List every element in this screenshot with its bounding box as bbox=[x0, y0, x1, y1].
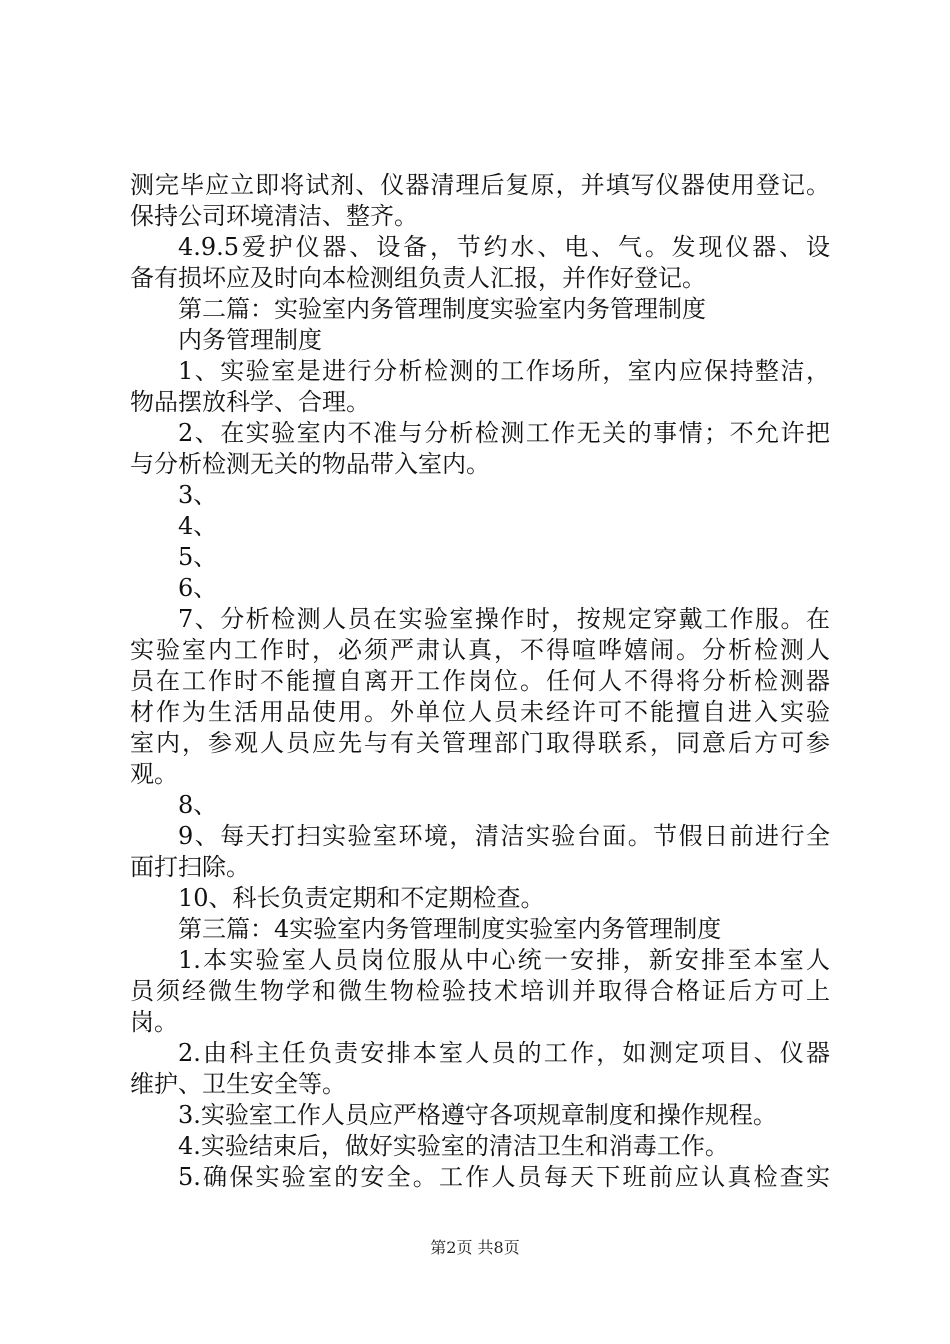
text-line: 1.本实验室人员岗位服从中心统一安排，新安排至本室人 bbox=[178, 946, 830, 974]
text-line: 与分析检测无关的物品带入室内。 bbox=[130, 450, 490, 478]
text-line: 实验室内工作时，必须严肃认真，不得喧哗嬉闹。分析检测人 bbox=[130, 636, 830, 664]
document-body bbox=[130, 170, 830, 1193]
page-footer bbox=[0, 1238, 950, 1258]
text-line: 物品摆放科学、合理。 bbox=[130, 388, 370, 416]
text-line: 室内，参观人员应先与有关管理部门取得联系，同意后方可参 bbox=[130, 729, 830, 757]
text-line: 2、在实验室内不准与分析检测工作无关的事情；不允许把 bbox=[178, 419, 830, 447]
text-line: 10、科长负责定期和不定期检查。 bbox=[178, 884, 545, 912]
text-line: 3.实验室工作人员应严格遵守各项规章制度和操作规程。 bbox=[178, 1101, 777, 1129]
text-line: 观。 bbox=[130, 760, 178, 788]
text-line: 员在工作时不能擅自离开工作岗位。任何人不得将分析检测器 bbox=[130, 667, 830, 695]
page-number-label: 第2页 共8页 bbox=[430, 1238, 520, 1257]
text-line: 6、 bbox=[178, 574, 218, 602]
text-line: 9、每天打扫实验室环境，清洁实验台面。节假日前进行全 bbox=[178, 822, 830, 850]
text-line: 保持公司环境清洁、整齐。 bbox=[130, 202, 418, 230]
text-line: 3、 bbox=[178, 481, 218, 509]
text-line: 7、分析检测人员在实验室操作时，按规定穿戴工作服。在 bbox=[178, 605, 830, 633]
text-line: 8、 bbox=[178, 791, 218, 819]
text-line: 5、 bbox=[178, 543, 218, 571]
text-line: 维护、卫生安全等。 bbox=[130, 1070, 346, 1098]
text-line: 面打扫除。 bbox=[130, 853, 250, 881]
text-line: 员须经微生物学和微生物检验技术培训并取得合格证后方可上 bbox=[130, 977, 830, 1005]
text-line: 2.由科主任负责安排本室人员的工作，如测定项目、仪器 bbox=[178, 1039, 830, 1067]
text-line: 岗。 bbox=[130, 1008, 178, 1036]
text-line: 4、 bbox=[178, 512, 218, 540]
text-line: 5.确保实验室的安全。工作人员每天下班前应认真检查实 bbox=[178, 1163, 830, 1191]
text-line: 备有损坏应及时向本检测组负责人汇报，并作好登记。 bbox=[130, 264, 706, 292]
text-line: 第二篇：实验室内务管理制度实验室内务管理制度 bbox=[178, 295, 706, 323]
text-line: 1、实验室是进行分析检测的工作场所，室内应保持整洁， bbox=[178, 357, 830, 385]
text-line: 4.实验结束后，做好实验室的清洁卫生和消毒工作。 bbox=[178, 1132, 729, 1160]
text-line: 内务管理制度 bbox=[178, 326, 322, 354]
text-line: 测完毕应立即将试剂、仪器清理后复原，并填写仪器使用登记。 bbox=[130, 171, 830, 199]
text-line: 第三篇：4实验室内务管理制度实验室内务管理制度 bbox=[178, 915, 722, 943]
text-line: 4.9.5爱护仪器、设备，节约水、电、气。发现仪器、设 bbox=[178, 233, 830, 261]
text-line: 材作为生活用品使用。外单位人员未经许可不能擅自进入实验 bbox=[130, 698, 830, 726]
